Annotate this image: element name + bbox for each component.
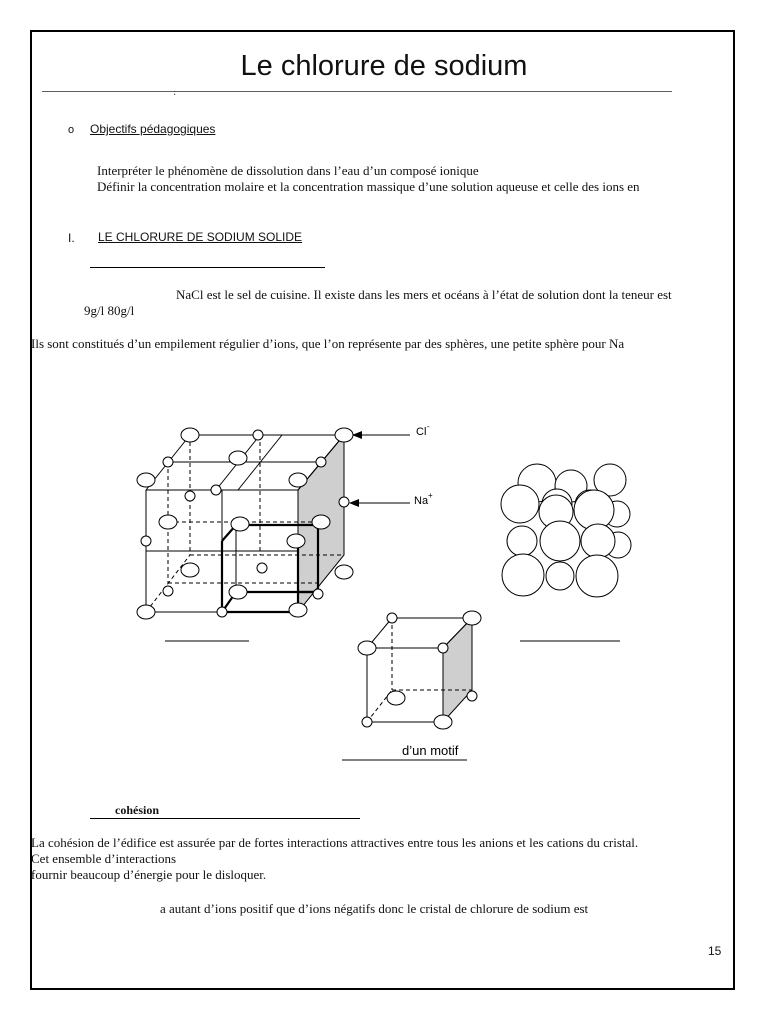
cohesion-heading-line [90,818,360,819]
lattice-ions [137,428,353,619]
paragraph-2: Ils sont constitués d’un empilement régulier d’ions, que l’on représente par des sphères, une petite sphère pour Na [31,336,625,351]
na-arrow-head [349,499,359,507]
paragraph-1-line-1: NaCl est le sel de cuisine. Il existe dans les mers et océans à l’état de solution dont la teneur est [176,287,672,302]
cohesion-line-2: Cet ensemble d’interactions [31,851,177,866]
page-number: 15 [708,944,722,958]
objectives-heading: Objectifs pédagogiques [90,122,216,136]
title-tick-mark: · [173,90,177,101]
cohesion-line-4: a autant d’ions positif que d’ions négatifs donc le cristal de chlorure de sodium est [160,901,589,916]
ion-labels [349,422,433,507]
paragraph-1-line-2: 9g/l 80g/l [84,303,135,318]
objective-line-2: Définir la concentration molaire et la concentration massique d’une solution aqueuse et celle des ions en [97,179,640,194]
page-title: Le chlorure de sodium [240,50,528,82]
na-label-sup: + [428,491,433,500]
objectives-bullet: o [68,124,75,136]
objective-line-1: Interpréter le phénomène de dissolution dans l’eau d’un composé ionique [97,163,479,178]
cl-label-sup: - [427,422,430,431]
cl-label: Cl [416,426,427,438]
section-number: I. [68,231,75,245]
motif-diagram [367,618,472,722]
section-title: LE CHLORURE DE SODIUM SOLIDE [98,230,303,244]
cl-arrow-head [352,431,362,439]
motif-caption: d’un motif [402,743,459,758]
cohesion-line-3: fournir beaucoup d’énergie pour le disloquer. [31,867,267,882]
compact-sphere-model [501,464,631,597]
na-label: Na [414,495,429,507]
cohesion-line-1: La cohésion de l’édifice est assurée par de fortes interactions attractives entre tous les anions et les cations du cristal. [31,835,639,850]
cohesion-heading: cohésion [115,803,160,817]
